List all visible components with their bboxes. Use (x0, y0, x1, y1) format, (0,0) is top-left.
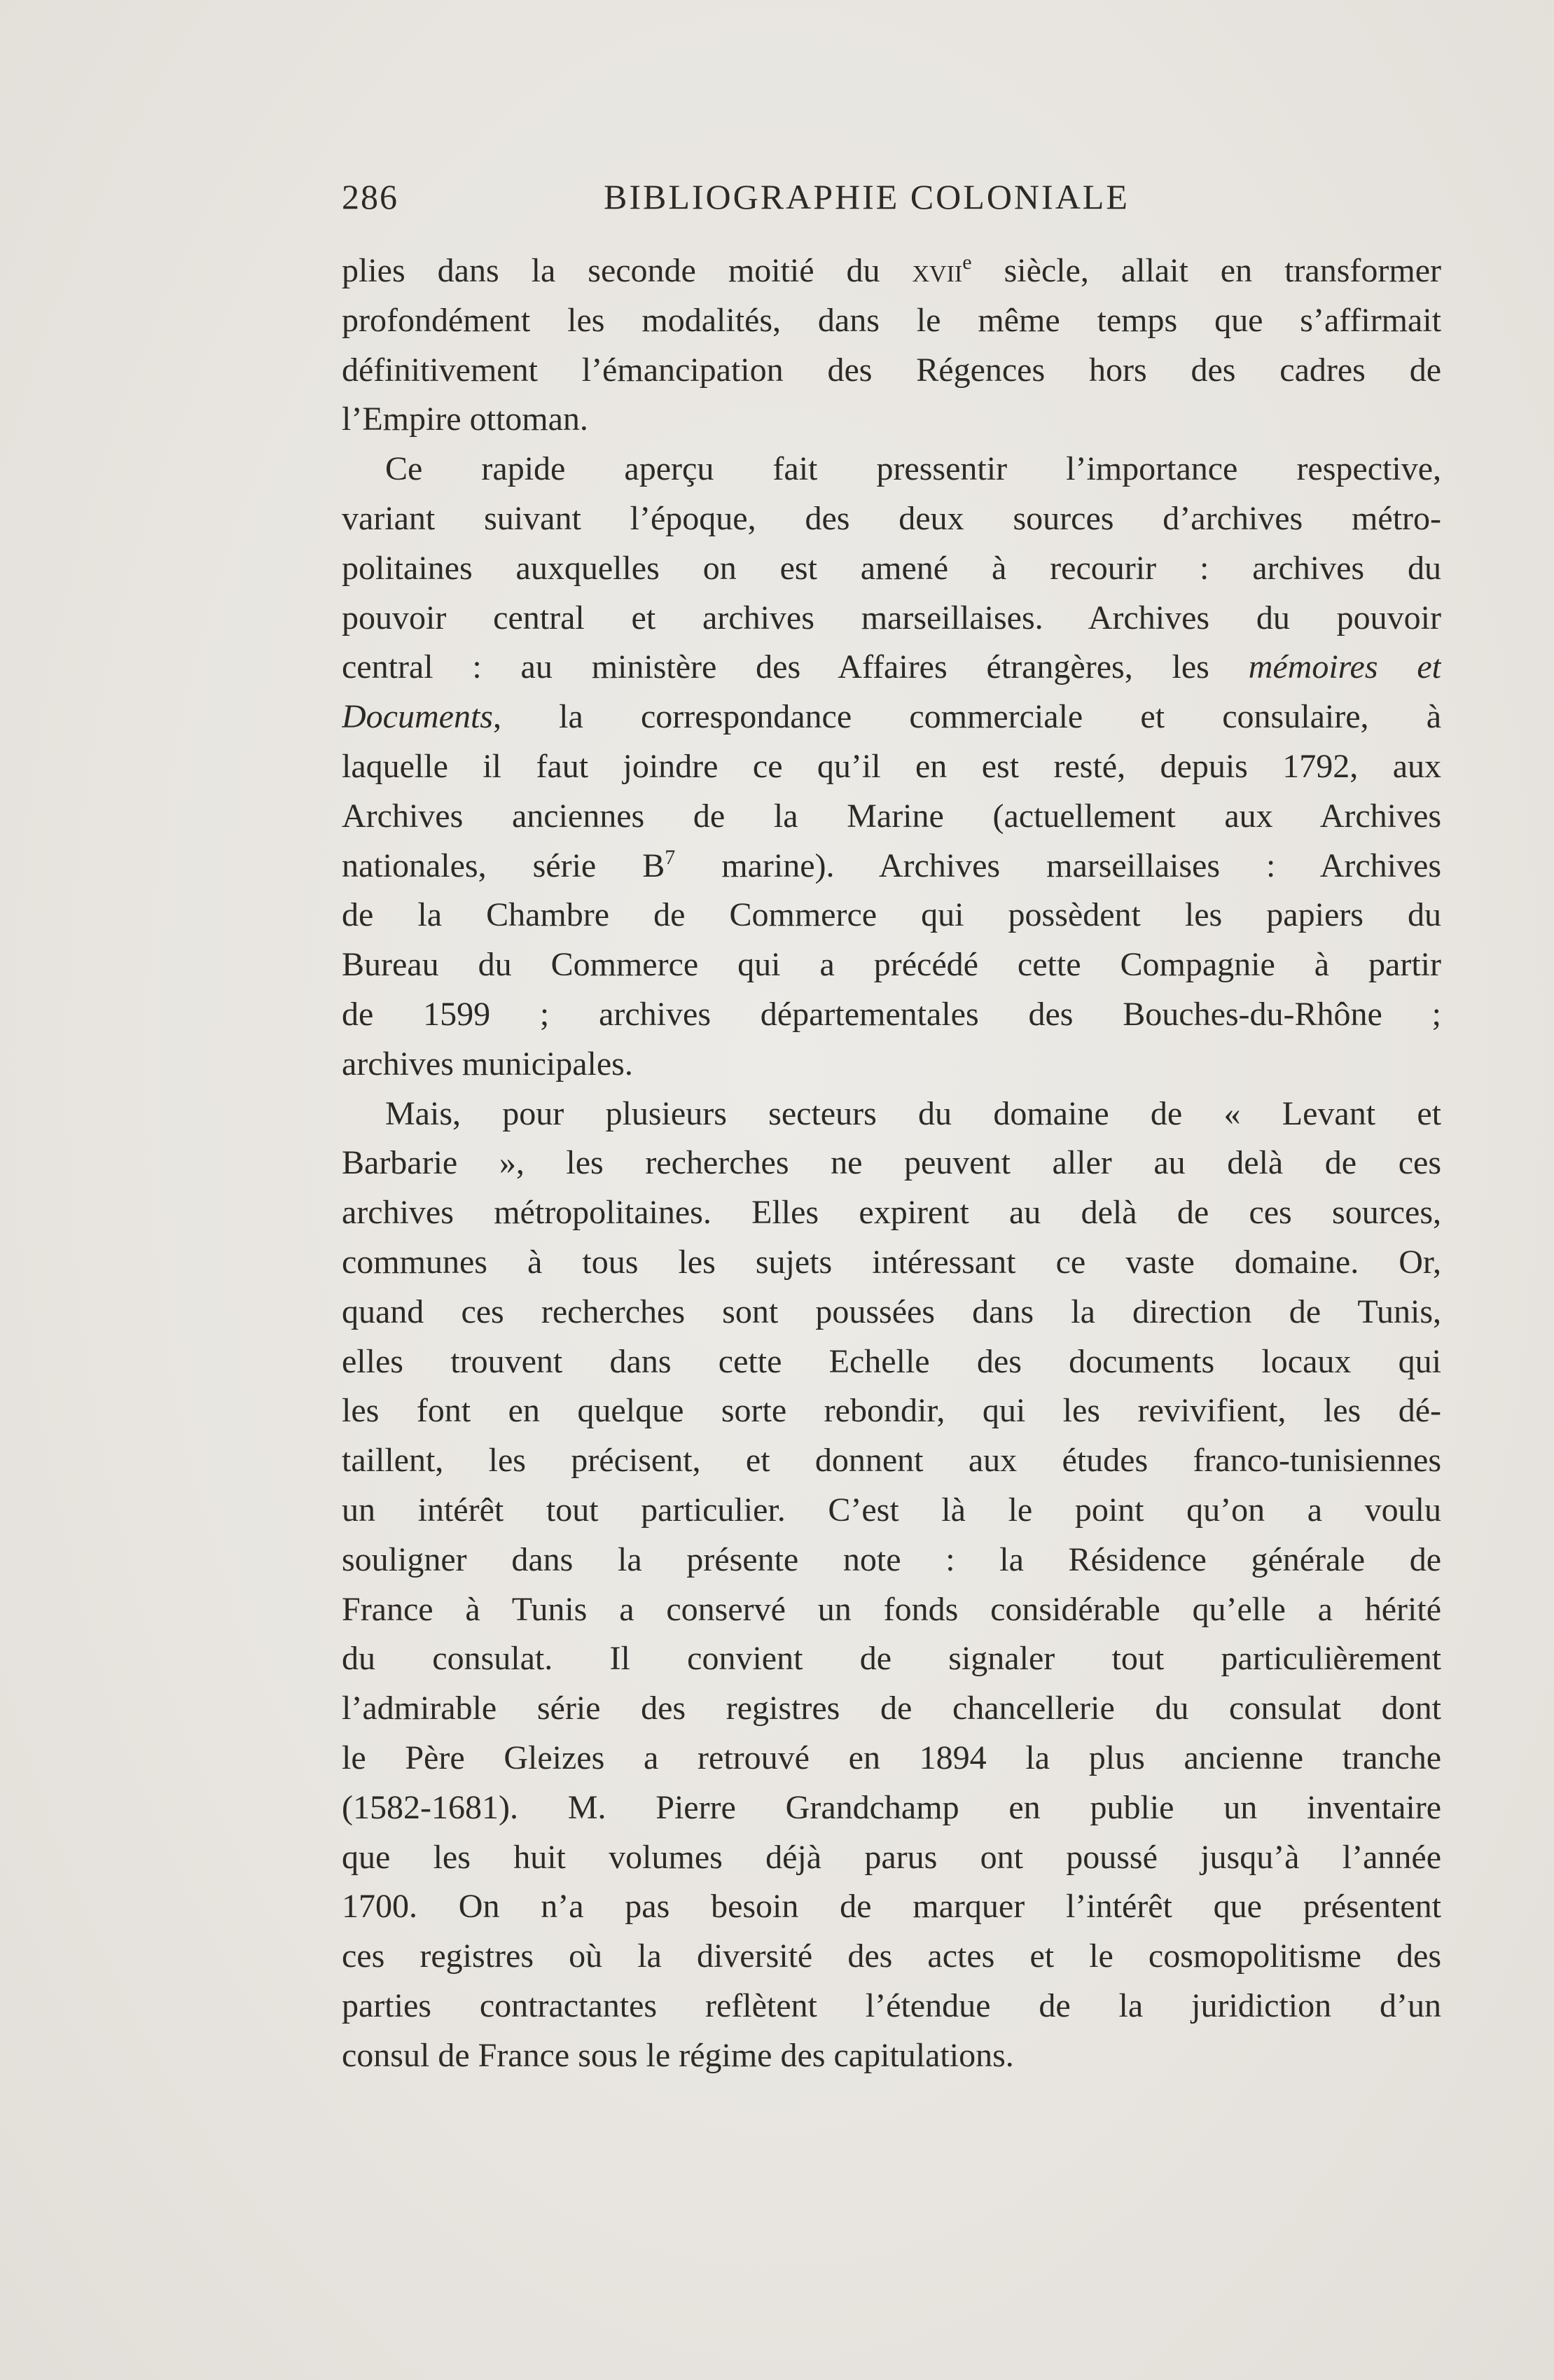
text-line: l’Empire ottoman. (342, 401, 588, 438)
text-line: archives municipales. (342, 1045, 633, 1083)
text-line: 1700. On n’a pas besoin de marquer l’intérêt que présentent (342, 1888, 1441, 1926)
text-line: Ce rapide aperçu fait pressentir l’importance respective, (385, 450, 1441, 488)
text-line: ces registres où la diversité des actes et le cosmopolitisme des (342, 1937, 1441, 1975)
text-line: elles trouvent dans cette Echelle des documents locaux qui (342, 1342, 1441, 1380)
paragraph-3 (342, 1090, 1441, 2081)
text-line: de la Chambre de Commerce qui possèdent les papiers du (342, 896, 1441, 934)
page-number: 286 (342, 177, 398, 216)
text-line: Archives anciennes de la Marine (actuellement aux Archives (342, 797, 1441, 835)
body-text (342, 246, 1441, 2080)
text-line: profondément les modalités, dans le même temps que s’affirmait (342, 301, 1441, 339)
text-line: communes à tous les sujets intéressant ce vaste domaine. Or, (342, 1243, 1441, 1281)
text-line: laquelle il faut joindre ce qu’il en est resté, depuis 1792, aux (342, 747, 1441, 785)
text-line: archives métropolitaines. Elles expirent au delà de ces sources, (342, 1194, 1441, 1232)
text-line: souligner dans la présente note : la Résidence générale de (342, 1540, 1441, 1578)
paragraph-2 (342, 445, 1441, 1089)
text-line: un intérêt tout particulier. C’est là le point qu’on a voulu (342, 1491, 1441, 1529)
text-line: que les huit volumes déjà parus ont poussé jusqu’à l’année (342, 1838, 1441, 1876)
text-line: quand ces recherches sont poussées dans la direction de Tunis, (342, 1293, 1441, 1330)
text-line: politaines auxquelles on est amené à recourir : archives du (342, 549, 1441, 587)
text-line: consul de France sous le régime des capitulations. (342, 2036, 1014, 2074)
text-line: parties contractantes reflètent l’étendue de la juridiction d’un (342, 1986, 1441, 2024)
text-line: les font en quelque sorte rebondir, qui les revivifient, les dé- (342, 1392, 1441, 1430)
text-line: plies dans la seconde moitié du xvii$^e$ siècle, allait en transformer (342, 251, 1441, 289)
text-line: du consulat. Il convient de signaler tout particulièrement (342, 1640, 1441, 1678)
running-title: BIBLIOGRAPHIE COLONIALE (604, 177, 1130, 216)
text-line: Mais, pour plusieurs secteurs du domaine de « Levant et (385, 1094, 1441, 1132)
text-line: central : au ministère des Affaires étrangères, les mémoires et (342, 648, 1441, 686)
text-line: nationales, série $B^7$ marine). Archives marseillaises : Archives (342, 845, 1441, 884)
text-line: taillent, les précisent, et donnent aux études franco-tunisiennes (342, 1442, 1441, 1480)
text-line: Documents, la correspondance commerciale et consulaire, à (342, 698, 1441, 736)
text-line: pouvoir central et archives marseillaises. Archives du pouvoir (342, 599, 1441, 636)
page-header (342, 176, 1172, 225)
text-line: le Père Gleizes a retrouvé en 1894 la plus ancienne tranche (342, 1739, 1441, 1776)
text-line: (1582-1681). M. Pierre Grandchamp en publie un inventaire (342, 1788, 1441, 1826)
text-line: France à Tunis a conservé un fonds considérable qu’elle a hérité (342, 1590, 1441, 1628)
text-line: définitivement l’émancipation des Régences hors des cadres de (342, 351, 1441, 389)
paragraph-1 (342, 246, 1441, 445)
text-line: Bureau du Commerce qui a précédé cette Compagnie à partir (342, 946, 1441, 984)
text-line: Barbarie », les recherches ne peuvent aller au delà de ces (342, 1144, 1441, 1182)
text-line: l’admirable série des registres de chancellerie du consulat dont (342, 1690, 1441, 1727)
text-line: variant suivant l’époque, des deux sources d’archives métro- (342, 499, 1441, 537)
text-line: de 1599 ; archives départementales des Bouches-du-Rhône ; (342, 995, 1441, 1033)
